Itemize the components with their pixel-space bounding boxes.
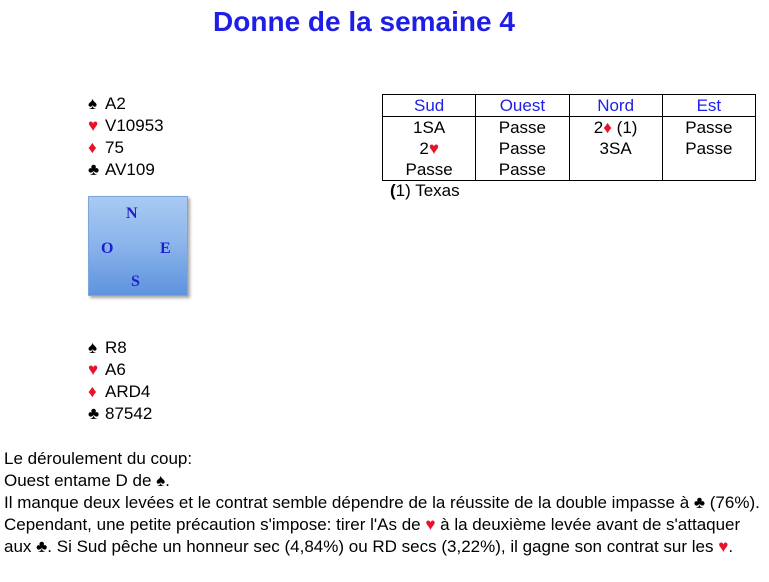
diamond-icon: ♦ bbox=[88, 138, 97, 157]
compass-west: O bbox=[101, 240, 114, 257]
diamond-icon: ♦ bbox=[88, 382, 97, 401]
spade-icon: ♠ bbox=[156, 471, 166, 490]
analysis-text-e: . bbox=[728, 537, 734, 556]
bid-ouest: Passe bbox=[476, 117, 569, 139]
south-spades bbox=[88, 337, 152, 359]
south-hand bbox=[88, 337, 152, 425]
page-title: Donne de la semaine 4 bbox=[213, 6, 515, 37]
south-clubs-cards: 87542 bbox=[105, 404, 153, 423]
club-icon: ♣ bbox=[36, 537, 48, 556]
heart-icon: ♥ bbox=[88, 360, 99, 379]
header-est: Est bbox=[662, 95, 755, 117]
south-diamonds-cards: ARD4 bbox=[105, 382, 151, 401]
bidding-footnote: (1) Texas bbox=[390, 181, 460, 200]
commentary-heading: Le déroulement du coup: bbox=[4, 449, 193, 468]
club-icon: ♣ bbox=[88, 404, 100, 423]
commentary bbox=[4, 448, 764, 558]
bid-level: 2 bbox=[419, 139, 429, 158]
bid-level: 2 bbox=[593, 118, 604, 137]
bid-sud: Passe bbox=[383, 159, 476, 181]
heart-icon: ♥ bbox=[425, 515, 436, 534]
bid-sud bbox=[383, 138, 476, 159]
north-clubs bbox=[88, 159, 164, 181]
heart-icon: ♥ bbox=[428, 139, 439, 158]
north-clubs-cards: AV109 bbox=[105, 160, 155, 179]
south-spades-cards: R8 bbox=[105, 338, 127, 357]
compass-east: E bbox=[160, 240, 171, 257]
diamond-icon: ♦ bbox=[603, 118, 612, 137]
opening-lead bbox=[4, 470, 764, 492]
compass-north: N bbox=[126, 205, 138, 222]
north-diamonds bbox=[88, 137, 164, 159]
lead-text-end: . bbox=[165, 471, 170, 490]
bid-est bbox=[662, 159, 755, 181]
north-hearts bbox=[88, 115, 164, 137]
lead-text: Ouest entame D de bbox=[4, 471, 157, 490]
compass-south: S bbox=[131, 273, 140, 290]
bid-est: Passe bbox=[662, 117, 755, 139]
compass-diagram bbox=[88, 196, 188, 296]
south-hearts-cards: A6 bbox=[105, 360, 126, 379]
header-ouest: Ouest bbox=[476, 95, 569, 117]
bid-nord bbox=[569, 117, 662, 139]
bidding-row bbox=[383, 138, 756, 159]
heart-icon: ♥ bbox=[718, 537, 729, 556]
bid-ouest: Passe bbox=[476, 138, 569, 159]
bid-note-ref: (1) bbox=[611, 118, 638, 137]
analysis-text-a: Il manque deux levées et le contrat semble dépendre de la réussite de la double impasse à bbox=[4, 493, 694, 512]
bidding-header-row bbox=[383, 95, 756, 117]
south-hearts bbox=[88, 359, 152, 381]
analysis-text-c: à la deuxième levée avant de s'attaquer aux bbox=[4, 515, 741, 556]
club-icon: ♣ bbox=[88, 160, 100, 179]
footnote-text: Texas bbox=[410, 181, 460, 200]
footnote-number: 1 bbox=[395, 181, 406, 200]
south-diamonds bbox=[88, 381, 152, 403]
analysis-text-d: . Si Sud pêche un honneur sec (4,84%) ou RD secs (3,22%), il gagne son contrat sur les bbox=[47, 537, 719, 556]
spade-icon: ♠ bbox=[88, 94, 98, 113]
north-diamonds-cards: 75 bbox=[105, 138, 124, 157]
bid-ouest: Passe bbox=[476, 159, 569, 181]
bidding-row bbox=[383, 159, 756, 181]
club-icon: ♣ bbox=[693, 493, 706, 512]
bid-nord bbox=[569, 159, 662, 181]
header-sud: Sud bbox=[383, 95, 476, 117]
bidding-table bbox=[382, 94, 756, 181]
bid-sud: 1SA bbox=[383, 117, 476, 139]
bidding-row bbox=[383, 117, 756, 139]
north-hearts-cards: V10953 bbox=[105, 116, 164, 135]
north-spades bbox=[88, 93, 164, 115]
bid-est: Passe bbox=[662, 138, 755, 159]
heart-icon: ♥ bbox=[88, 116, 99, 135]
header-nord: Nord bbox=[569, 95, 662, 117]
south-clubs bbox=[88, 403, 152, 425]
north-spades-cards: A2 bbox=[105, 94, 126, 113]
analysis-text-b: (76%). Cependant, une petite précaution s'impose: tirer l'As de bbox=[4, 493, 760, 534]
north-hand bbox=[88, 93, 164, 181]
bid-nord: 3SA bbox=[569, 138, 662, 159]
analysis-paragraph bbox=[4, 492, 764, 558]
spade-icon: ♠ bbox=[88, 338, 98, 357]
